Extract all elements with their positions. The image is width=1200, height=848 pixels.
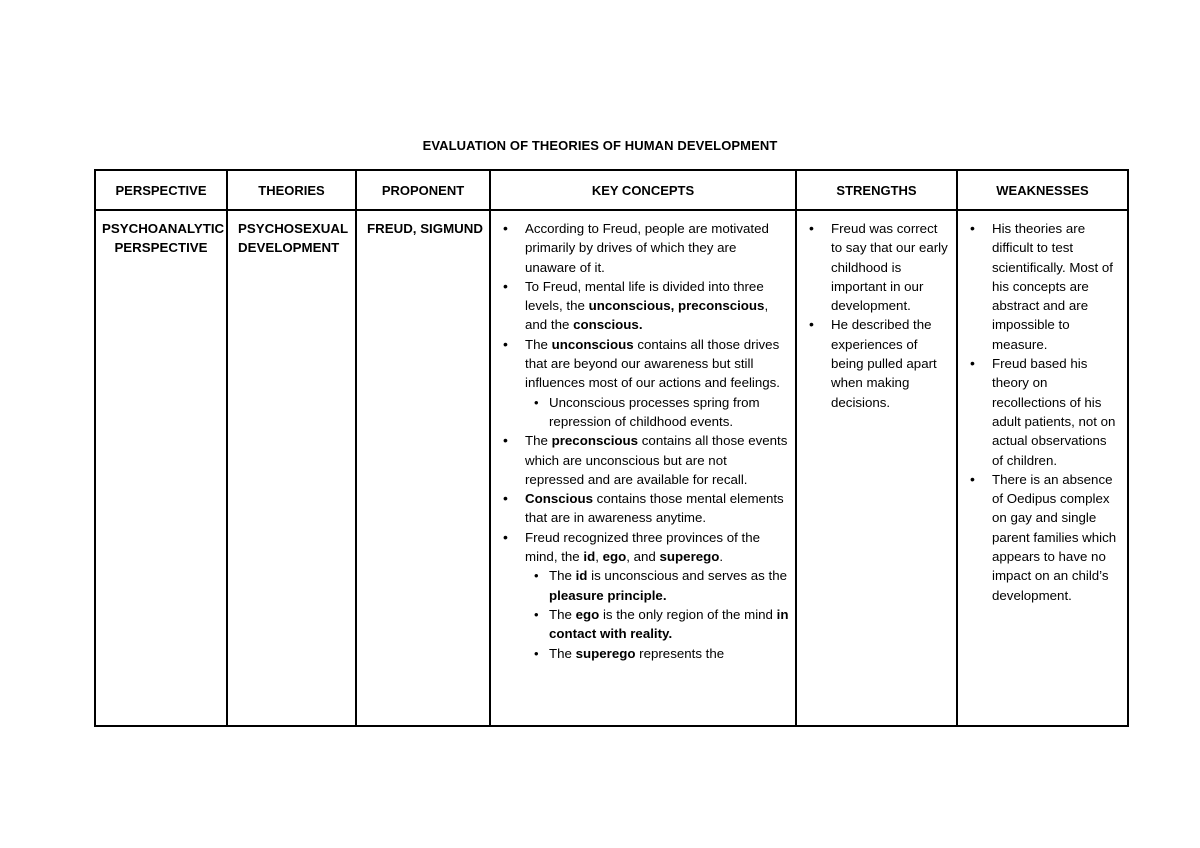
- header-perspective: PERSPECTIVE: [95, 170, 227, 210]
- strengths-cell: [796, 210, 957, 726]
- sub-list: [525, 566, 789, 662]
- header-proponent: PROPONENT: [356, 170, 490, 210]
- perspective-cell: PSYCHOANALYTIC PERSPECTIVE: [95, 210, 227, 726]
- list-item: • There is an absence of Oedipus complex on gay and single parent families which appears to have no impact on an child’s development.: [992, 470, 1121, 605]
- sub-list-item: • Unconscious processes spring from repression of childhood events.: [549, 393, 789, 432]
- theories-cell: PSYCHOSEXUAL DEVELOPMENT: [227, 210, 356, 726]
- sub-list-item: • The superego represents the: [549, 644, 789, 663]
- list-item: • His theories are difficult to test scientifically. Most of his concepts are abstract and are impossible to measure.: [992, 219, 1121, 354]
- list-item: • Conscious contains those mental elements that are in awareness anytime.: [525, 489, 789, 528]
- key-concepts-cell: [490, 210, 796, 726]
- table-row: [95, 210, 1128, 726]
- document-title: EVALUATION OF THEORIES OF HUMAN DEVELOPMENT: [422, 138, 778, 153]
- list-item: • The preconscious contains all those events which are unconscious but are not repressed and are available for recall.: [525, 431, 789, 489]
- header-weaknesses: WEAKNESSES: [957, 170, 1128, 210]
- header-key-concepts: KEY CONCEPTS: [490, 170, 796, 210]
- list-item: • To Freud, mental life is divided into three levels, the unconscious, preconscious, and the conscious.: [525, 277, 789, 335]
- weaknesses-cell: [957, 210, 1128, 726]
- key-concepts-list: [497, 219, 789, 663]
- list-item: • According to Freud, people are motivated primarily by drives of which they are unaware of it.: [525, 219, 789, 277]
- weaknesses-list: [964, 219, 1121, 605]
- header-theories: THEORIES: [227, 170, 356, 210]
- list-item: • Freud based his theory on recollections of his adult patients, not on actual observations of children.: [992, 354, 1121, 470]
- proponent-cell: FREUD, SIGMUND: [356, 210, 490, 726]
- list-item: • Freud recognized three provinces of the mind, the id, ego, and superego. • The id is unconscious and serves as the pleasure principle. • The ego is the only region of the mind in contact with reality. • The superego represents the: [525, 528, 789, 663]
- header-strengths: STRENGTHS: [796, 170, 957, 210]
- evaluation-table: [94, 169, 1129, 727]
- sub-list-item: • The id is unconscious and serves as the pleasure principle.: [549, 566, 789, 605]
- list-item: • He described the experiences of being pulled apart when making decisions.: [831, 315, 950, 411]
- strengths-list: [803, 219, 950, 412]
- sub-list-item: • The ego is the only region of the mind in contact with reality.: [549, 605, 789, 644]
- sub-list: [525, 393, 789, 432]
- list-item: • The unconscious contains all those drives that are beyond our awareness but still influences most of our actions and feelings. • Unconscious processes spring from repression of childhood events.: [525, 335, 789, 431]
- table-header-row: [95, 170, 1128, 210]
- list-item: • Freud was correct to say that our early childhood is important in our development.: [831, 219, 950, 315]
